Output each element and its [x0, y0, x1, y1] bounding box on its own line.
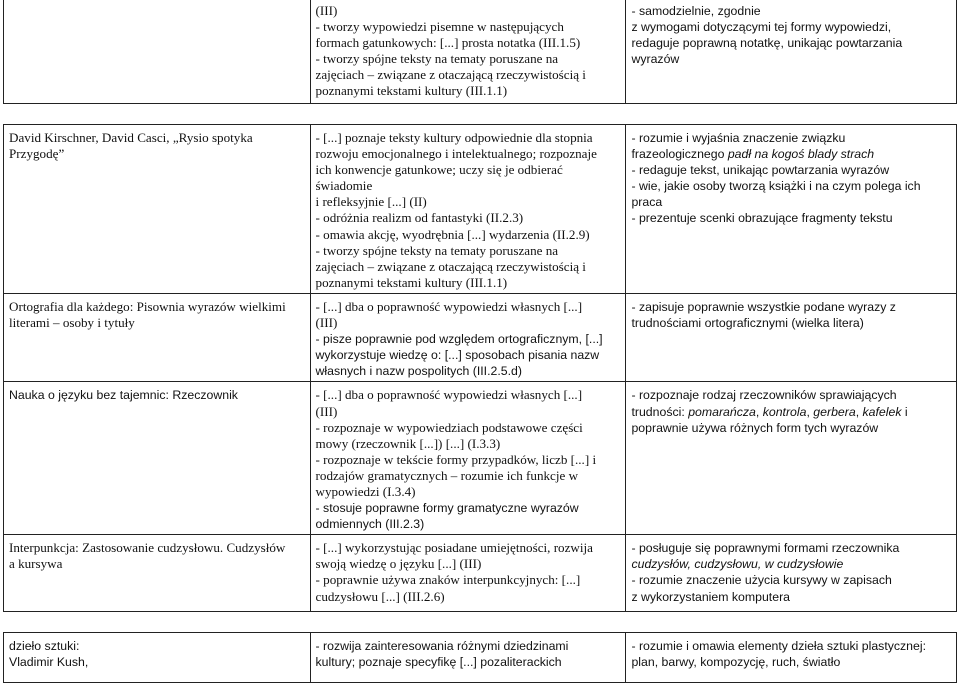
requirements-cell [310, 535, 626, 612]
outcomes-cell-line: wyrazów [631, 52, 680, 67]
requirements-cell-line: (III) [315, 403, 338, 419]
outcomes-cell-line: - rozumie znaczenie użycia kursywy w zapisach [631, 573, 892, 588]
outcomes-cell [626, 293, 957, 381]
requirements-cell-line: własnych i nazw pospolitych (III.2.5.d) [315, 364, 522, 379]
outcomes-cell-line: cudzysłów, cudzysłowu, w cudzysłowie [631, 557, 844, 572]
requirements-cell-line: zajęciach – związane z otaczającą rzeczywistością i [315, 258, 586, 274]
requirements-cell-line: zajęciach – związane z otaczającą rzeczywistością i [315, 67, 586, 83]
requirements-cell [310, 633, 626, 683]
requirements-cell [310, 382, 626, 535]
requirements-cell-line: - poprawnie używa znaków interpunkcyjnych: [...] [315, 572, 581, 588]
table-row [4, 382, 957, 535]
table-row [4, 0, 957, 104]
requirements-cell-line: poznanymi tekstami kultury (III.1.1) [315, 274, 508, 290]
outcomes-cell-line: - samodzielnie, zgodnie [631, 4, 761, 18]
outcomes-cell-line: - redaguje tekst, unikając powtarzania wyrazów [631, 163, 890, 178]
lesson-title-cell [4, 293, 311, 381]
outcomes-cell-line: - rozumie i omawia elementy dzieła sztuki plastycznej: [631, 639, 927, 654]
outcomes-cell-line: - posługuje się poprawnymi formami rzeczownika [631, 541, 900, 556]
lesson-title-cell-line: a kursywa [9, 556, 63, 572]
requirements-cell-line: kultury; poznaje specyfikę [...] pozaliterackich [315, 655, 562, 670]
requirements-cell-line: wypowiedzi (I.3.4) [315, 483, 416, 499]
requirements-cell-line: - [...] dba o poprawność wypowiedzi własnych [...] [315, 387, 583, 403]
requirements-cell-line: formach gatunkowych: [...] prosta notatka (III.1.5) [315, 35, 581, 51]
requirements-cell-line: (III) [315, 3, 338, 18]
outcomes-cell-line: - rozpoznaje rodzaj rzeczowników sprawiających [631, 388, 897, 403]
outcomes-cell [626, 633, 957, 683]
requirements-cell-line: - tworzy wypowiedzi pisemne w następujących [315, 19, 564, 35]
lesson-title-cell-line: Nauka o języku bez tajemnic: Rzeczownik [9, 388, 238, 403]
table-row [4, 125, 957, 294]
lesson-title-cell [4, 535, 311, 612]
lesson-title-cell [4, 382, 311, 535]
outcomes-cell [626, 535, 957, 612]
outcomes-cell-line: - prezentuje scenki obrazujące fragmenty tekstu [631, 211, 893, 226]
outcomes-cell-line: redaguje poprawną notatkę, unikając powtarzania [631, 36, 903, 51]
requirements-cell-line: wykorzystuje wiedzę o: [...] sposobach pisania nazw [315, 348, 600, 363]
requirements-cell-line: rozwoju emocjonalnego i intelektualnego; rozpoznaje [315, 146, 597, 162]
outcomes-cell-line: - wie, jakie osoby tworzą książki i na czym polega ich [631, 179, 921, 194]
requirements-cell-line: poznanymi tekstami kultury (III.1.1) [315, 83, 508, 99]
outcomes-cell-line: z wymogami dotyczącymi tej formy wypowiedzi, [631, 20, 892, 35]
outcomes-cell-line: z wykorzystaniem komputera [631, 589, 790, 604]
lesson-title-cell [4, 633, 311, 683]
lesson-title-cell-line: Vladimir Kush, [9, 655, 89, 670]
outcomes-cell-line: poprawnie używa różnych form tych wyrazów [631, 420, 879, 435]
lesson-title-cell [4, 0, 311, 104]
curriculum-table [3, 0, 957, 683]
table-row [4, 293, 957, 381]
requirements-cell [310, 293, 626, 381]
outcomes-cell-line: plan, barwy, kompozycję, ruch, światło [631, 655, 841, 670]
requirements-cell-line: rodzajów gramatycznych – rozumie ich funkcje w [315, 467, 579, 483]
requirements-cell [310, 0, 626, 104]
row-gap [4, 104, 957, 125]
outcomes-cell-line: - zapisuje poprawnie wszystkie podane wyrazy z [631, 299, 896, 314]
lesson-title-cell-line: dzieło sztuki: [9, 639, 80, 654]
lesson-title-cell-line: David Kirschner, David Casci, „Rysio spotyka [9, 130, 253, 145]
requirements-cell-line: świadomie [315, 178, 373, 194]
requirements-cell-line: - rozwija zainteresowania różnymi dziedzinami [315, 639, 569, 654]
outcomes-cell [626, 0, 957, 104]
requirements-cell-line: cudzysłowu [...] (III.2.6) [315, 588, 445, 604]
requirements-cell-line: - pisze poprawnie pod względem ortograficznym, [...] [315, 332, 603, 347]
requirements-cell-line: - rozpoznaje w wypowiedziach podstawowe części [315, 419, 583, 435]
requirements-cell-line: - odróżnia realizm od fantastyki (II.2.3) [315, 210, 524, 226]
requirements-cell-line: swoją wiedzę o języku [...] (III) [315, 556, 482, 572]
requirements-cell [310, 125, 626, 294]
outcomes-cell-line: praca [631, 195, 663, 210]
requirements-cell-line: - [...] dba o poprawność wypowiedzi własnych [...] [315, 298, 583, 314]
requirements-cell-line: - tworzy spójne teksty na tematy poruszane na [315, 242, 559, 258]
requirements-cell-line: - tworzy spójne teksty na tematy poruszane na [315, 51, 559, 67]
table-row [4, 535, 957, 612]
outcomes-cell-line: frazeologicznego padł na kogoś blady strach [631, 147, 875, 162]
lesson-title-cell-line: Interpunkcja: Zastosowanie cudzysłowu. Cudzysłów [9, 540, 286, 556]
outcomes-cell-line: trudności: pomarańcza, kontrola, gerbera, kafelek i [631, 404, 908, 419]
requirements-cell-line: i refleksyjnie [...] (II) [315, 194, 427, 210]
requirements-cell-line: - [...] wykorzystując posiadane umiejętności, rozwija [315, 540, 593, 556]
row-gap [4, 612, 957, 633]
lesson-title-cell-line: Ortografia dla każdego: Pisownia wyrazów wielkimi [9, 298, 286, 314]
outcomes-cell-line: trudnościami ortograficznymi (wielka litera) [631, 316, 864, 331]
lesson-title-cell [4, 125, 311, 294]
requirements-cell-line: (III) [315, 315, 338, 331]
lesson-title-cell-line: Przygodę” [9, 146, 65, 162]
requirements-cell-line: ich konwencje gatunkowe; uczy się je odbierać [315, 162, 563, 178]
requirements-cell-line: - [...] poznaje teksty kultury odpowiednie dla stopnia [315, 130, 593, 145]
requirements-cell-line: mowy (rzeczownik [...]) [...] (I.3.3) [315, 435, 501, 451]
lesson-title-cell-line: literami – osoby i tytuły [9, 315, 135, 331]
outcomes-cell-line: - rozumie i wyjaśnia znaczenie związku [631, 131, 846, 145]
requirements-cell-line: - omawia akcję, wyodrębnia [...] wydarzenia (II.2.9) [315, 226, 590, 242]
table-row [4, 633, 957, 683]
requirements-cell-line: odmiennych (III.2.3) [315, 517, 425, 532]
requirements-cell-line: - rozpoznaje w tekście formy przypadków, liczb [...] i [315, 451, 597, 467]
outcomes-cell [626, 125, 957, 294]
requirements-cell-line: - stosuje poprawne formy gramatyczne wyrazów [315, 501, 579, 516]
outcomes-cell [626, 382, 957, 535]
